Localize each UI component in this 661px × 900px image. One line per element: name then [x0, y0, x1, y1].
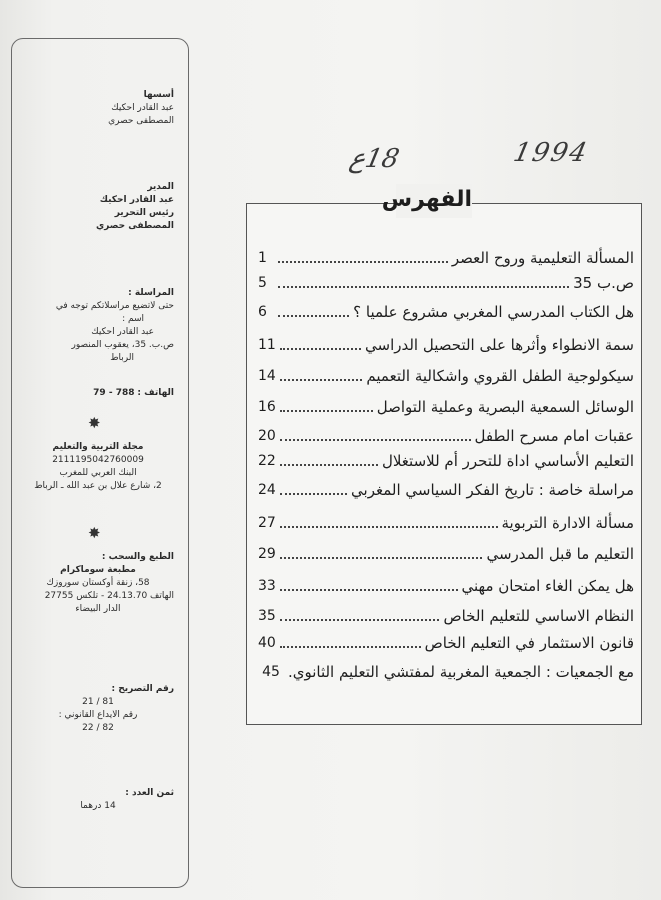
toc-entry[interactable]	[258, 243, 634, 269]
deposit-label: رقم الايداع القانوني :	[58, 710, 138, 720]
toc-entry[interactable]	[258, 539, 634, 565]
toc-leader-dots	[280, 464, 378, 466]
founders-label: أسسها	[143, 90, 174, 100]
toc-leader-dots	[280, 619, 440, 621]
correspondence-line: عبد القادر احكيك	[91, 327, 154, 337]
editor-name: المصطفى حصري	[95, 221, 174, 231]
printer-phone: الهاتف 24.13.70 - تلكس 27755	[44, 591, 174, 601]
toc-entry-page: 22	[258, 453, 276, 469]
founder-2: المصطفى حصري	[108, 116, 174, 126]
toc-leader-dots	[280, 379, 363, 381]
deposit-number: 22 / 82	[82, 723, 114, 733]
toc-entry-title: سمة الانطواء وأثرها على التحصيل الدراسي	[365, 336, 634, 354]
toc-leader-dots	[280, 646, 421, 648]
toc-entry-title: مراسلة خاصة : تاريخ الفكر السياسي المغربي	[351, 481, 634, 499]
toc-entry[interactable]	[258, 475, 634, 501]
phone-label: الهاتف :	[137, 388, 174, 398]
director-block	[22, 181, 174, 233]
toc-leader-dots	[280, 410, 373, 412]
toc-leader-dots	[280, 557, 483, 559]
phone-block	[22, 387, 174, 400]
toc-entry-title: مسألة الادارة التربوية	[501, 514, 634, 532]
correspondence-label: المراسلة :	[128, 288, 174, 298]
toc-entry-title: المسألة التعليمية وروح العصر	[451, 249, 634, 267]
toc-entry-page: 24	[258, 482, 276, 498]
toc-entry-page: 6	[258, 304, 267, 320]
toc-entry-title: سيكولوجية الطفل القروي واشكالية التعميم	[366, 367, 634, 385]
toc-entry[interactable]	[258, 508, 634, 534]
toc-entry[interactable]	[258, 657, 634, 683]
toc-entry-page: 20	[258, 428, 276, 444]
toc-entry-title: التعليم الأساسي اداة للتحرر أم للاستغلال	[381, 452, 634, 470]
printer-city: الدار البيضاء	[75, 604, 121, 614]
toc-leader-dots	[280, 439, 471, 441]
toc-entry-title: التعليم ما قبل المدرسي	[486, 545, 634, 563]
toc-entry[interactable]	[258, 268, 634, 294]
price-label: ثمن العدد :	[125, 788, 174, 798]
toc-leader-dots	[280, 493, 347, 495]
toc-entry[interactable]	[258, 421, 634, 447]
correspondence-line: الرباط	[110, 353, 134, 363]
toc-entry[interactable]	[258, 628, 634, 654]
correspondence-line: حتى لاتضيع مراسلاتكم توجه في	[55, 301, 174, 311]
director-label: المدير	[147, 182, 174, 192]
toc-entry-page: 14	[258, 368, 276, 384]
bank-label: مجلة التربية والتعليم	[52, 442, 144, 452]
toc-entry-title: مع الجمعيات : الجمعية المغربية لمفتشي التعليم الثانوي.	[287, 663, 634, 681]
toc-entry-page: 33	[258, 578, 276, 594]
toc-entry-title: ص.ب 35	[573, 274, 634, 292]
price-block	[22, 787, 174, 813]
toc-entry[interactable]	[258, 361, 634, 387]
bank-block	[22, 441, 174, 493]
permit-block	[22, 683, 174, 735]
toc-entry[interactable]	[258, 297, 634, 323]
handwritten-issue-number: 18ع	[346, 144, 402, 174]
bank-address: 2، شارع علال بن عبد الله ـ الرباط	[34, 481, 162, 491]
toc-entry-page: 11	[258, 337, 276, 353]
correspondence-line: اسم :	[122, 314, 144, 324]
founders-block	[22, 89, 174, 128]
bank-name: البنك العربي للمغرب	[59, 468, 137, 478]
toc-entry[interactable]	[258, 571, 634, 597]
toc-title-wrap	[381, 184, 472, 218]
permit-label: رقم التصريح :	[111, 684, 174, 694]
bank-account: 2111195042760009	[52, 455, 144, 465]
star-divider-icon: ✸	[88, 524, 101, 542]
toc-leader-dots	[280, 348, 361, 350]
toc-leader-dots	[280, 589, 458, 591]
toc-entry-title: النظام الاساسي للتعليم الخاص	[443, 607, 634, 625]
toc-leader-dots	[278, 286, 569, 288]
toc-entry-page: 40	[258, 635, 276, 651]
toc-leader-dots	[278, 261, 448, 263]
toc-entry-page: 5	[258, 275, 267, 291]
toc-entry[interactable]	[258, 446, 634, 472]
permit-number: 21 / 81	[82, 697, 114, 707]
printer-address: 58، زنقة أوكستان سوروزك	[46, 578, 150, 588]
printer-name: مطبعة سوماكرام	[60, 565, 136, 575]
toc-leader-dots	[280, 526, 498, 528]
star-divider-icon: ✸	[88, 414, 101, 432]
printing-block	[22, 551, 174, 616]
toc-entry-title: قانون الاستثمار في التعليم الخاص	[424, 634, 634, 652]
printing-label: الطبع والسحب :	[101, 552, 174, 562]
toc-entry[interactable]	[258, 601, 634, 627]
founder-1: عبد القادر احكيك	[111, 103, 174, 113]
toc-entry-title: هل الكتاب المدرسي المغربي مشروع علميا ؟	[353, 303, 634, 321]
toc-entry-page: 29	[258, 546, 276, 562]
toc-entry[interactable]	[258, 392, 634, 418]
masthead-panel	[11, 38, 189, 888]
phone-number: 79 - 788	[93, 388, 135, 398]
correspondence-line: ص.ب. 35، يعقوب المنصور	[71, 340, 174, 350]
toc-entry-title: الوسائل السمعية البصرية وعملية التواصل	[376, 398, 634, 416]
toc-entry-page: 35	[258, 608, 276, 624]
handwritten-year: 1994	[510, 138, 592, 168]
toc-entry-page: 1	[258, 250, 267, 266]
toc-entry-page: 27	[258, 515, 276, 531]
toc-entry-page: 16	[258, 399, 276, 415]
editor-label: رئيس التحرير	[114, 208, 174, 218]
toc-title: الفهرس	[381, 187, 472, 212]
correspondence-block	[22, 287, 174, 365]
toc-entry-title: عقبات امام مسرح الطفل	[474, 427, 634, 445]
toc-entry-page: 45	[262, 664, 280, 680]
director-name: عبد القادر احكيك	[99, 195, 174, 205]
toc-leader-dots	[278, 315, 349, 317]
toc-entry-title: هل يمكن الغاء امتحان مهني	[461, 577, 634, 595]
toc-entry[interactable]	[258, 330, 634, 356]
price-value: 14 درهما	[80, 801, 116, 811]
